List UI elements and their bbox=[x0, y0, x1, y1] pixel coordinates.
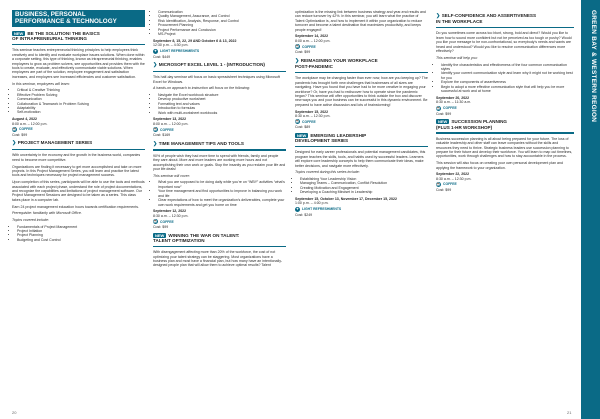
course-cost: Cost: $89 bbox=[295, 125, 311, 130]
delivery-coffee: ☕ COFFEE bbox=[153, 127, 174, 132]
course-description: This seminar teaches entrepreneurial thinking principles to help employees think creatively and to identify and evaluate workplace issues solutions. When done within a corporate setting, this type of thinking, known as intrapreneurial thinking, enables employees to grow as problem solvers, see opportunities and provides them with the tools to create, evaluate, and effectively communicate viable solutions. When employees are part of the solution, employee engagement and satisfaction increases, and employers see increased efficiencies and customer satisfaction. bbox=[12, 48, 145, 79]
list-item: • Critical & Creative Thinking bbox=[17, 88, 145, 92]
title-rule bbox=[153, 246, 286, 248]
list-item: • Quality Management, Assurance, and Control bbox=[158, 14, 286, 18]
title-rule bbox=[436, 27, 574, 29]
title-rule bbox=[295, 72, 428, 74]
course-description: 90% of people wish they had more time to spend with friends, family and people they care about. More and more leaders are working more hours and not accomplishing their own work or goals. Stop the insanity as you reclaim your life and your life deals! bbox=[153, 153, 286, 172]
column-3 bbox=[295, 10, 428, 220]
refreshments-icon: ✦ bbox=[153, 48, 157, 53]
course-title-self-confidence: ❯ SELF-CONFIDENCE AND ASSERTIVENESS IN THE WORKPLACE bbox=[436, 13, 537, 25]
list-item: • Communication bbox=[158, 10, 286, 14]
section-title-line-2: PERFORMANCE & TECHNOLOGY bbox=[15, 18, 117, 26]
arrow-icon: ❯ bbox=[153, 140, 158, 147]
list-item: • Work with multi-worksheet workbooks bbox=[158, 111, 286, 115]
course-description: This session will also focus on creating your own personal development plan and applying the framework to your organization. bbox=[436, 161, 563, 170]
course-time: 12:30 p.m. – 4:30 p.m. bbox=[153, 43, 189, 48]
course-description: This half-day seminar will focus on basic spreadsheet techniques using Microsoft Excel for Windows. bbox=[153, 75, 280, 84]
page-number-right: 21 bbox=[567, 410, 572, 415]
coffee-icon: ☕ bbox=[436, 182, 441, 187]
section-header bbox=[12, 10, 145, 27]
title-rule bbox=[12, 44, 145, 46]
list-item: • Effective Problem Solving bbox=[17, 93, 145, 97]
coffee-icon: ☕ bbox=[295, 119, 300, 124]
course-date: September 14, 2022 bbox=[295, 34, 329, 39]
list-item: • Introduction to formulas bbox=[158, 106, 286, 110]
course-description: Business succession planning is all about being prepared for your future. The loss of valuable leadership and other staff can leave companies without the skills and resources they need to thrive. Strategic business leaders use succession planning to prepare for their future and develop their workforce. You will learn to map out timelines, opportunities, work through challenges and how to stay accountable in the process. bbox=[436, 136, 573, 159]
course-time: 8:00 a.m. – 12:00 p.m. bbox=[12, 121, 48, 126]
course-date: September 22, 2022 bbox=[436, 172, 470, 177]
page-number-left: 20 bbox=[12, 410, 17, 415]
course-description: Designed for early career professionals and potential management candidates, this program teaches the skills, tools, and habits used by successful leaders. Learners will explore core leadership concepts to help them communicate their ideas, make better decisions, and navigate more effectively. bbox=[295, 150, 426, 168]
course-description: With uncertainty in the economy and the growth in the business world, companies need to become more competitive. bbox=[12, 153, 141, 162]
delivery-coffee: ☕ COFFEE bbox=[295, 44, 316, 49]
list-item: • Budgeting and Cost Control bbox=[17, 238, 145, 242]
list-item: • Clear expectations of how to meet the organization's deliverables, complete your own work requirements and get you home on time bbox=[158, 198, 286, 207]
list-item: • Adaptability bbox=[17, 106, 145, 110]
coffee-icon: ☕ bbox=[153, 127, 158, 132]
course-cost: Cost: $169 bbox=[153, 133, 171, 138]
course-cost: Cost: $249 bbox=[295, 212, 313, 217]
list-item: • Creating Motivation and Engagement bbox=[300, 186, 428, 190]
course-date: September 13, 2022 bbox=[153, 117, 187, 122]
coffee-icon: ☕ bbox=[295, 44, 300, 49]
coffee-icon: ☕ bbox=[12, 127, 17, 132]
column-2 bbox=[153, 10, 286, 270]
topics-list bbox=[12, 225, 145, 243]
list-item: • Project Planning bbox=[17, 233, 145, 237]
arrow-icon: ❯ bbox=[153, 62, 158, 69]
new-badge: NEW bbox=[297, 132, 307, 138]
course-time: 8:30 a.m. – 12:30 p.m. bbox=[153, 213, 189, 218]
learn-list bbox=[12, 88, 145, 115]
list-item: • Establishing Your Leadership Vision bbox=[300, 177, 428, 181]
learn-lead: In this seminar, employees will learn: bbox=[12, 81, 70, 86]
course-cost: Cost: $99 bbox=[295, 50, 311, 55]
coffee-icon: ☕ bbox=[153, 219, 158, 224]
course-title-project-management: ❯ PROJECT MANAGEMENT SERIES bbox=[12, 140, 93, 147]
list-item: • Procurement Planning bbox=[158, 23, 286, 27]
new-badge: NEW bbox=[14, 30, 24, 36]
topics-lead: Topics covered include: bbox=[12, 217, 49, 222]
course-date: September 12, 2022 bbox=[153, 209, 187, 214]
course-description: The workplace may be changing faster than ever now; how are you keeping up? The pandemic has brought forth new challenges that businesses of all sizes are navigating. Have you found that you have had to be more creative in engaging your workforce? Or, have you had to rediscover how to operate since the pandemic began? This seminar will offer opportunities to think outside the box and discover new ways you and your business can be successful in this dynamic environment. Be prepared to have active discussion and lots of brainstorming! bbox=[295, 76, 428, 107]
new-badge: NEW bbox=[155, 232, 165, 238]
course-title-time-management: ❯ TIME MANAGEMENT TIPS AND TOOLS bbox=[153, 140, 244, 147]
course-title-reimagining: ❯ REIMAGINING YOUR WORKPLACE POST-PANDEMIC bbox=[295, 57, 378, 70]
list-item: • Managing Teams – Communication, Conflict Resolution bbox=[300, 181, 428, 185]
help-list bbox=[436, 63, 574, 94]
list-item: • Project Initiation bbox=[17, 229, 145, 233]
column-4 bbox=[436, 10, 574, 196]
region-label: GREEN BAY & WESTERN REGION bbox=[590, 10, 597, 123]
delivery-coffee: ☕ COFFEE bbox=[12, 127, 33, 132]
course-time: 1:00 p.m. – 4:00 p.m. bbox=[295, 201, 329, 206]
course-description: Upon completion of this series, participants will be able to use the tools and methods associated with each project phase, understand the role of project documentations, and recognize the capabilities and limitations of project management software. Our Project Management Sessions are designed to be taken as a series. This class takes place in a computer lab. bbox=[12, 180, 145, 202]
course-title-excel: ❯ MICROSOFT EXCEL LEVEL 1 - (INTRODUCTION) bbox=[153, 62, 265, 69]
title-rule bbox=[436, 132, 574, 134]
course-cost: Cost: $99 bbox=[436, 111, 452, 116]
course-title-succession: NEW SUCCESSION PLANNING (PLUS 1-HR WORKSHOP) bbox=[436, 119, 507, 130]
learn-list bbox=[153, 93, 286, 115]
help-lead: This seminar will help you: bbox=[436, 55, 478, 60]
pm-topics-continued bbox=[153, 10, 286, 37]
learn-lead: A hands-on approach to instruction will focus on the following: bbox=[153, 86, 250, 91]
course-title-emerging-leadership: NEW EMERGING LEADERSHIP DEVELOPMENT SERIES bbox=[295, 132, 367, 144]
arrow-icon: ❯ bbox=[436, 13, 441, 19]
delivery-light: ✦ LIGHT REFRESHMENTS bbox=[295, 206, 342, 212]
course-time: 8:30 a.m. – 12:30 p.m. bbox=[436, 176, 472, 181]
list-item: • Identify your current communication style and learn why it might not be working best for you bbox=[441, 71, 574, 80]
course-time: 8:30 a.m. – 11:30 a.m. bbox=[436, 100, 472, 105]
list-item: • MS-Project bbox=[158, 32, 286, 36]
list-item: • Navigate the Excel workbook structure bbox=[158, 93, 286, 97]
cover-list bbox=[153, 180, 286, 207]
list-item: • Your time management and find opportunities to improve in balancing you work and life bbox=[158, 189, 286, 198]
list-item: • Explore the components of assertiveness bbox=[441, 80, 574, 84]
arrow-icon: ❯ bbox=[12, 140, 17, 147]
new-badge: NEW bbox=[438, 119, 448, 125]
course-date: September 15, 2022 bbox=[295, 109, 329, 114]
course-title-talent: NEW WINNING THE WAR ON TALENT: TALENT OPTIMIZATION bbox=[153, 232, 240, 244]
list-item: • Risk Identification, Analysis, Response, and Control bbox=[158, 19, 286, 23]
list-item: • Project Performance and Conclusion bbox=[158, 28, 286, 32]
course-description: Organizations are finding it necessary to get more accomplished and take on more projects. In this Project Management Series, you will learn and practice the latest tools and techniques necessary for project management success. bbox=[12, 164, 142, 178]
list-item: • Identify the characteristics and effectiveness of the four common communication styles bbox=[441, 63, 574, 72]
delivery-coffee: ☕ COFFEE bbox=[436, 105, 457, 111]
delivery-coffee: ☕ COFFEE bbox=[295, 119, 316, 124]
list-item: • Begin to adopt a more effective communication style that will help you be more successful at work and at home bbox=[441, 85, 574, 94]
course-cost: Cost: $99 bbox=[436, 188, 452, 193]
delivery-coffee: ☕ COFFEE bbox=[153, 219, 174, 224]
title-rule bbox=[12, 149, 145, 151]
list-item: • Communication bbox=[17, 97, 145, 101]
cover-lead: This seminar will cover: bbox=[153, 173, 190, 178]
column-1 bbox=[12, 10, 145, 245]
course-cost: Cost: $449 bbox=[153, 54, 171, 59]
course-description: Earn 24 project management education hours towards certification requirements. bbox=[12, 204, 139, 209]
arrow-icon: ❯ bbox=[295, 57, 300, 64]
list-item: • Formatting text and values bbox=[158, 102, 286, 106]
list-item: • Developing a Coaching Mindset in Leadership bbox=[300, 190, 428, 194]
title-rule bbox=[295, 146, 428, 148]
delivery-coffee: ☕ COFFEE bbox=[436, 182, 457, 187]
list-item: • What you are supposed to be doing daily while you're on “WBY” activities “what's important now” bbox=[158, 180, 286, 189]
course-date: September 15, October 13, November 17, December 15, 2022 bbox=[295, 196, 397, 201]
list-item: • Collaboration & Teamwork in Problem Solving bbox=[17, 102, 145, 106]
list-item: • Self-motivation bbox=[17, 110, 145, 114]
course-time: 8:00 a.m. – 12:00 p.m. bbox=[153, 121, 189, 126]
course-description-continued: optimization is the missing link between business strategy and year-end results and can reduce turnover by 42%. In this seminar, you will learn what the practice of Talent Optimization is, and how to implement it within your organization to reduce turnover and become a talent destination that maximizes productivity, and keeps people engaged! bbox=[295, 10, 426, 32]
course-time: 8:00 a.m. – 12:00 p.m. bbox=[295, 38, 331, 43]
course-description: With disengagement affecting more than 20% of the workforce, the cost of not optimizing your talent strategy can be staggering. Most organizations have a business plan and most have a financial plan, but how many have an intentionally-designed people plan that will allow them to achieve optimal results? Talent bbox=[153, 250, 283, 268]
course-cost: Cost: $99 bbox=[153, 225, 169, 230]
course-description: Do you sometimes come across too blunt, strong, bold and direct? Would you like to learn how to sound more confident but not be perceived as too tough or pushy? Would you like your message to be non-confrontational, so everybody's needs and wants are heard and understood? Would you like to resolve communication differences more effectively? bbox=[436, 31, 572, 54]
section-title-line-1: BUSINESS, PERSONAL bbox=[15, 11, 86, 18]
list-item: • Fundamentals of Project Management bbox=[17, 225, 145, 229]
course-date: September 20, 2022 bbox=[436, 95, 470, 100]
course-date: September 8, 15, 22, 29 AND October 6 & 13, 2022 bbox=[153, 38, 237, 43]
course-date: August 4, 2022 bbox=[12, 117, 38, 122]
refreshments-icon: ✦ bbox=[295, 206, 299, 211]
delivery-light: ✦ LIGHT REFRESHMENTS bbox=[153, 48, 200, 54]
list-item: • Develop productive worksheet bbox=[158, 97, 286, 101]
course-time: 8:30 a.m. – 12:30 p.m. bbox=[295, 114, 331, 119]
title-rule bbox=[153, 71, 286, 73]
course-cost: Cost: $99 bbox=[12, 133, 28, 138]
course-title-intrapreneurial: NEW BE THE SOLUTION! THE BASICS OF INTRAPRENEURIAL THINKING bbox=[12, 30, 100, 42]
region-sidebar bbox=[581, 0, 600, 419]
prerequisite: Prerequisite: familiarity with Microsoft Office. bbox=[12, 211, 82, 216]
topics-lead: Topics covered during this series include: bbox=[295, 170, 360, 175]
topics-list bbox=[295, 177, 428, 195]
title-rule bbox=[153, 149, 286, 151]
coffee-icon: ☕ bbox=[436, 105, 441, 110]
